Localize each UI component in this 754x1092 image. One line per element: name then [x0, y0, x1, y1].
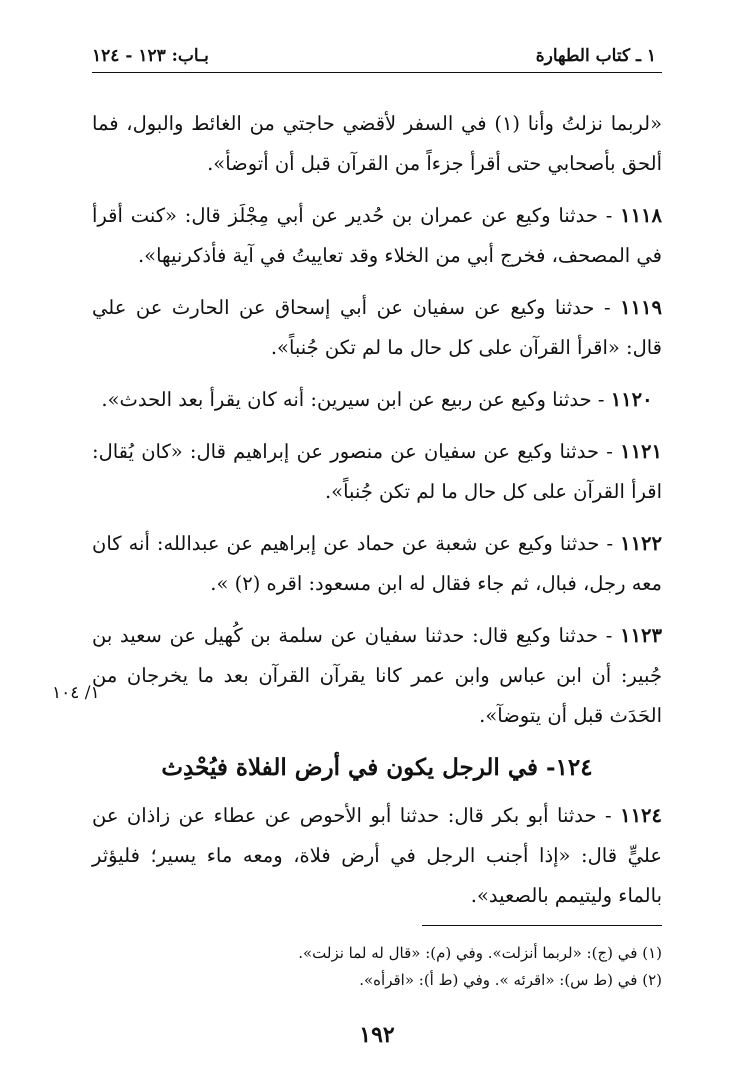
hadith-text: حدثنا وكيع عن سفيان عن أبي إسحاق عن الحارث عن علي قال: «اقرأ القرآن على كل حال ما لم تكن جُنباً».: [92, 296, 662, 359]
margin-manuscript-ref: ١/ ١٠٤: [52, 683, 100, 703]
hadith-1123: ١١٢٣ - حدثنا وكيع قال: حدثنا سفيان عن سلمة بن كُهيل عن سعيد بن جُبير: أن ابن عباس وابن عمر كانا يقرآن القرآن بعد ما يخرجان من الحَدَث قبل أن يتوضآ».: [92, 624, 662, 727]
footnote-text: في (ج): «لربما أنزلت». وفي (م): «قال له لما نزلت».: [298, 944, 638, 962]
header-chapter-range: بـاب: ١٢٣ - ١٢٤: [92, 46, 209, 66]
hadith-number: ١١١٨: [620, 204, 662, 227]
footnote-mark: (١): [642, 944, 662, 962]
footnotes: [92, 940, 662, 994]
hadith-text: حدثنا وكيع عن ربيع عن ابن سيرين: أنه كان يقرأ بعد الحدث».: [101, 388, 592, 411]
hadith-1121: ١١٢١ - حدثنا وكيع عن سفيان عن منصور عن إبراهيم قال: «كان يُقال: اقرأ القرآن على كل حال ما لم تكن جُنباً».: [92, 440, 662, 503]
footnote-2: [92, 967, 662, 994]
paragraph-continued: [92, 104, 662, 184]
main-text: [92, 104, 662, 928]
hadith-number: ١١٢١: [620, 440, 662, 463]
hadith-number: ١١١٩: [620, 296, 662, 319]
header-section-title: ١ ـ كتاب الطهارة: [535, 46, 656, 66]
hadith-text: حدثنا وكيع عن عمران بن حُدير عن أبي مِجْلَز قال: «كنت أقرأ في المصحف، فخرج أبي من الخلاء وقد تعاييتُ في آية فأذكرنيها».: [92, 204, 662, 267]
page-number: ١٩٢: [359, 1022, 395, 1048]
hadith-number: ١١٢٣: [620, 624, 662, 647]
hadith-1120: ١١٢٠ - حدثنا وكيع عن ربيع عن ابن سيرين: أنه كان يقرأ بعد الحدث».: [101, 388, 653, 411]
chapter-heading: ١٢٤- في الرجل يكون في أرض الفلاة فيُحْدِث: [161, 754, 593, 781]
running-header: [92, 38, 662, 73]
footnote-text: في (ط س): «اقرئه ». وفي (ط أ): «اقرأه».: [359, 971, 638, 989]
footnote-mark: (٢): [642, 971, 662, 989]
hadith-number: ١١٢٤: [620, 804, 662, 827]
hadith-1122: ١١٢٢ - حدثنا وكيع عن شعبة عن حماد عن إبراهيم عن عبدالله: أنه كان معه رجل، فبال، ثم جاء فقال له ابن مسعود: اقره (٢) ».: [92, 532, 662, 595]
hadith-text: حدثنا وكيع عن شعبة عن حماد عن إبراهيم عن عبدالله: أنه كان معه رجل، فبال، ثم جاء فقال له ابن مسعود: اقره (٢) ».: [92, 532, 662, 595]
footnote-1: [92, 940, 662, 967]
hadith-text: حدثنا وكيع قال: حدثنا سفيان عن سلمة بن كُهيل عن سعيد بن جُبير: أن ابن عباس وابن عمر كانا يقرآن القرآن بعد ما يخرجان من الحَدَث قبل أن يتوضآ».: [92, 624, 662, 727]
hadith-text: حدثنا أبو بكر قال: حدثنا أبو الأحوص عن عطاء عن زاذان عن عليٍّ قال: «إذا أجنب الرجل في أرض فلاة، ومعه ماء يسير؛ فليؤثر بالماء وليتيمم بالصعيد».: [92, 804, 662, 907]
footnote-divider: [422, 925, 662, 926]
hadith-number: ١١٢٢: [620, 532, 662, 555]
hadith-text: حدثنا وكيع عن سفيان عن منصور عن إبراهيم قال: «كان يُقال: اقرأ القرآن على كل حال ما لم تكن جُنباً».: [92, 440, 662, 503]
hadith-1124: ١١٢٤ - حدثنا أبو بكر قال: حدثنا أبو الأحوص عن عطاء عن زاذان عن عليٍّ قال: «إذا أجنب الرجل في أرض فلاة، ومعه ماء يسير؛ فليؤثر بالماء وليتيمم بالصعيد».: [92, 804, 662, 907]
hadith-number: ١١٢٠: [610, 388, 653, 411]
hadith-1119: ١١١٩ - حدثنا وكيع عن سفيان عن أبي إسحاق عن الحارث عن علي قال: «اقرأ القرآن على كل حال ما لم تكن جُنباً».: [92, 296, 662, 359]
paragraph-text: «لربما نزلتُ وأنا (١) في السفر لأقضي حاجتي من الغائط والبول، فما ألحق بأصحابي حتى أقرأ جزءاً من القرآن قبل أن أتوضأ».: [92, 112, 662, 175]
hadith-1118: ١١١٨ - حدثنا وكيع عن عمران بن حُدير عن أبي مِجْلَز قال: «كنت أقرأ في المصحف، فخرج أبي من الخلاء وقد تعاييتُ في آية فأذكرنيها».: [92, 204, 662, 267]
